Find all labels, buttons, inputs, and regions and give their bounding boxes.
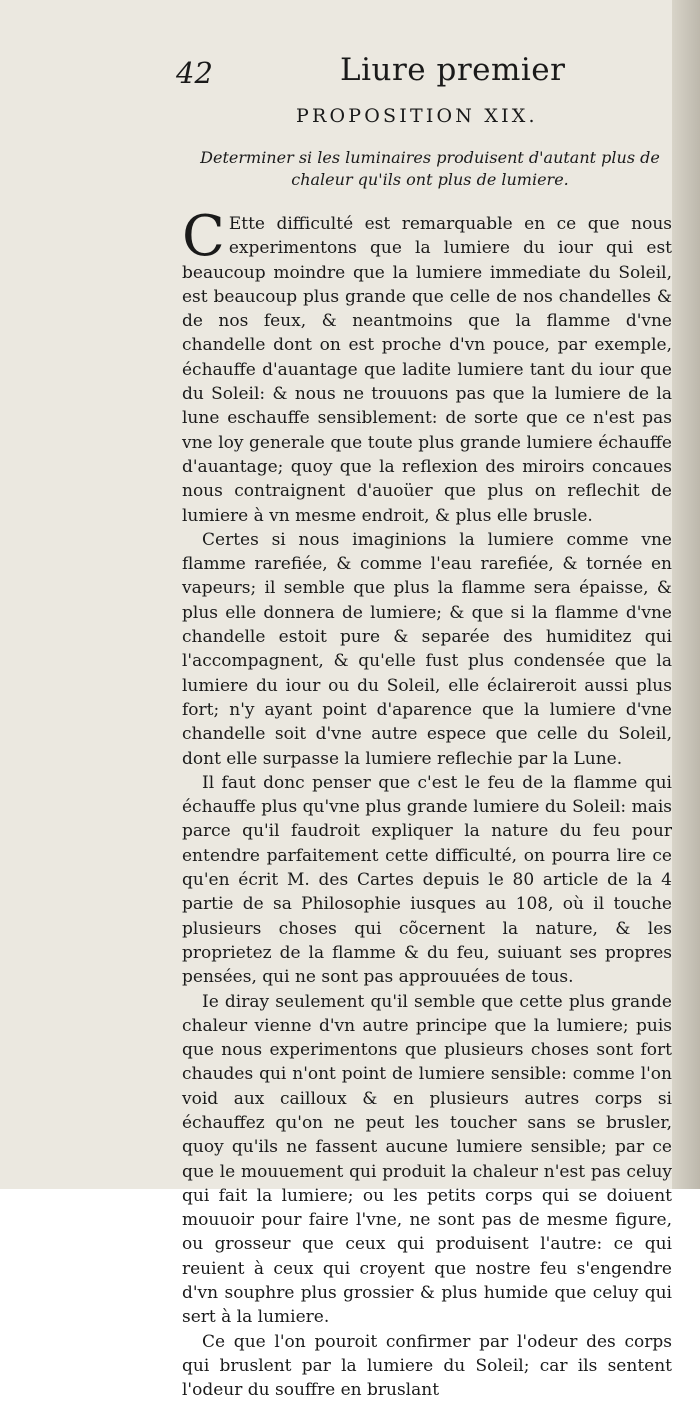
paragraph: Il faut donc penser que c'est le feu de la flamme qui échauffe plus qu'vne plus grande lumiere du Soleil: mais parce qu'il faudroit expliquer la nature du feu pour entendre parfaitement cette difficulté, on pourra lire ce qu'en écrit M. des Cartes depuis le 80 article de la 4 partie de sa Philosophie iusques au 108, où il touche plusieurs choses qui cõcernent la nature, & les proprietez de la flamme & du feu, suiuant ses propres pensées, qui ne sont pas approuuées de tous. [182, 772, 672, 988]
running-head [176, 50, 670, 96]
drop-cap: C [182, 204, 225, 269]
paragraph: Ie diray seulement qu'il semble que cette plus grande chaleur vienne d'vn autre principe que la lumiere; puis que nous experimentons que plusieurs choses sont fort chaudes qui n'ont point de lumiere sensible: comme l'on void aux cailloux & en plusieurs autres corps si échauffez qu'on ne peut les toucher sans se brusler, quoy qu'ils ne fassent aucune lumiere sensible; par ce que le mouuement qui produit la chaleur n'est pas celuy qui fait la lumiere; ou les petits corps qui se doiuent mouuoir pour faire l'vne, ne sont pas de mesme figure, ou grosseur que ceux qui produisent l'autre: ce qui reuient à ceux qui croyent que nostre feu s'engendre d'vn souphre plus grossier & plus humide que celuy qui sert à la lumiere. [182, 991, 672, 1328]
proposition-title: Determiner si les luminaires produisent d'autant plus de chaleur qu'ils ont plus de lumiere. [200, 148, 660, 189]
proposition-heading: PROPOSITION XIX. [296, 105, 538, 127]
paragraph: Ce que l'on pouroit confirmer par l'odeur des corps qui bruslent par la lumiere du Soleil; car ils sentent l'odeur du souffre en bruslant [182, 1331, 672, 1401]
paragraph: Certes si nous imaginions la lumiere comme vne flamme rarefiée, & comme l'eau rarefiée, & tornée en vapeurs; il semble que plus la flamme sera épaisse, & plus elle donnera de lumiere; & que si la flamme d'vne chandelle estoit pure & separée des humiditez qui l'accompagnent, & qu'elle fust plus condensée que la lumiere du iour ou du Soleil, elle éclaireroit aussi plus fort; n'y ayant point d'aparence que la lumiere d'vne chandelle soit d'vne autre espece que celle du Soleil, dont elle surpasse la lumiere reflechie par la Lune. [182, 529, 672, 769]
running-title: Liure premier [340, 52, 566, 88]
body-text [182, 204, 672, 1403]
page-number: 42 [176, 56, 213, 90]
paragraph [182, 204, 672, 528]
paragraph-text: Ette difficulté est remarquable en ce que nous experimentons que la lumiere du iour qui est beaucoup moindre que la lumiere immediate du Soleil, est beaucoup plus grande que celle de nos chandelles & de nos feux, & neantmoins que la flamme d'vne chandelle dont on est proche d'vn pouce, par exemple, échauffe d'auantage que ladite lumiere tant du iour que du Soleil: & nous ne trouuons pas que la lumiere de la lune eschauffe sensiblement: de sorte que ce n'est pas vne loy generale que toute plus grande lumiere échauffe d'auantage; quoy que la reflexion des miroirs concaues nous contraignent d'auoüer que plus on reflechit de lumiere à vn mesme endroit, & plus elle brusle. [182, 214, 672, 526]
